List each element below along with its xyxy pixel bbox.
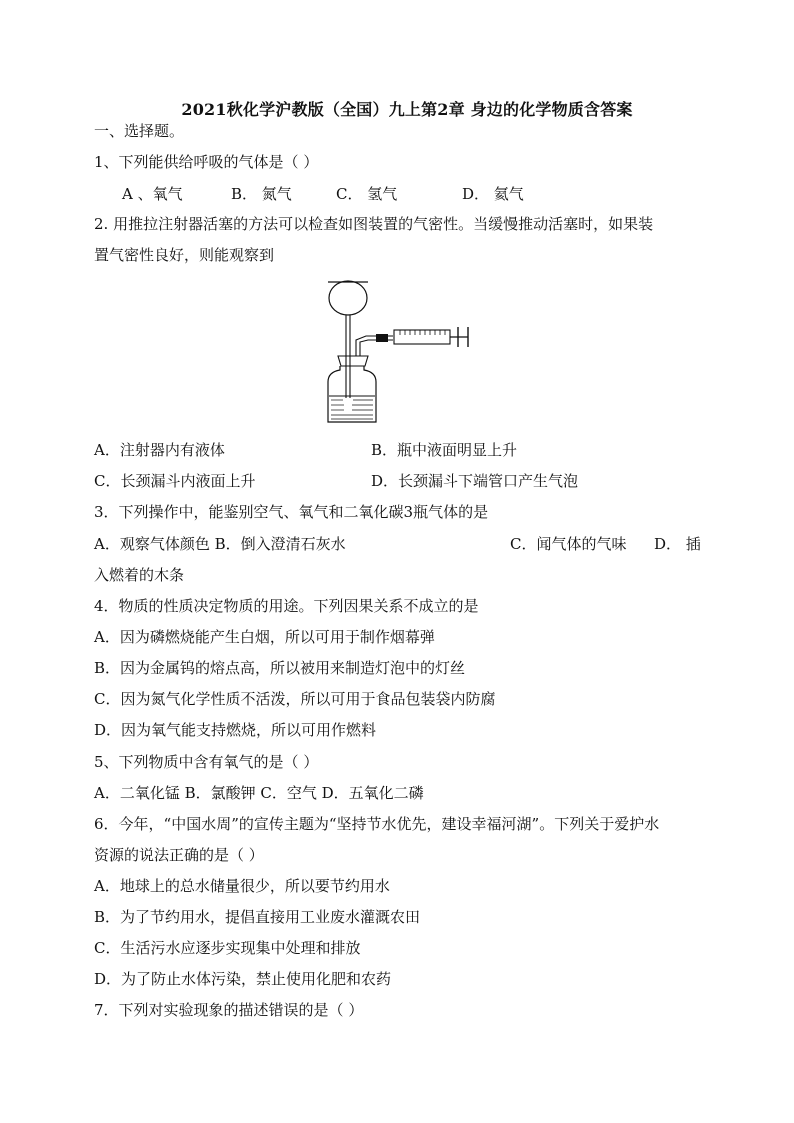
liquid-hatching — [331, 400, 373, 419]
question-2-stem-line-2: 置气密性良好，则能观察到 — [94, 246, 275, 264]
syringe-barrel — [394, 330, 450, 344]
question-3-option-d: D． 插 — [654, 535, 701, 553]
question-7-stem: 7．下列对实验现象的描述错误的是（ ） — [94, 1001, 364, 1019]
question-2-stem-line-1: 2. 用推拉注射器活塞的方法可以检查如图装置的气密性。当缓慢推动活塞时，如果装 — [94, 215, 654, 233]
question-4-option-c: C．因为氮气化学性质不活泼，所以可用于食品包装袋内防腐 — [94, 690, 496, 708]
funnel-bulb — [329, 281, 367, 315]
question-4-option-a: A．因为磷燃烧能产生白烟，所以可用于制作烟幕弹 — [94, 628, 435, 646]
question-6-option-c: C．生活污水应逐步实现集中处理和排放 — [94, 939, 361, 957]
question-1-option-b: B． 氮气 — [231, 185, 292, 203]
question-3-options-ab: A．观察气体颜色 B．倒入澄清石灰水 — [94, 535, 346, 553]
question-6-option-a: A．地球上的总水储量很少，所以要节约用水 — [94, 877, 390, 895]
question-2-option-d: D．长颈漏斗下端管口产生气泡 — [371, 472, 579, 490]
question-6-option-b: B．为了节约用水，提倡直接用工业废水灌溉农田 — [94, 908, 421, 926]
question-5-stem: 5、下列物质中含有氧气的是（ ） — [94, 753, 319, 771]
question-2-option-a: A．注射器内有液体 — [94, 441, 225, 459]
document-title: 2021秋化学沪教版（全国）九上第2章 身边的化学物质含答案 — [181, 100, 633, 119]
question-3-option-c: C．闻气体的气味 — [510, 535, 627, 553]
question-6-stem-line-2: 资源的说法正确的是（ ） — [94, 846, 264, 864]
apparatus-figure — [318, 278, 478, 426]
question-3-stem: 3．下列操作中，能鉴别空气、氧气和二氧化碳3瓶气体的是 — [94, 503, 489, 521]
question-5-options: A．二氧化锰 B．氯酸钾 C．空气 D．五氧化二磷 — [94, 784, 424, 802]
question-3-option-d-continued: 入燃着的木条 — [94, 566, 185, 584]
question-1-option-c: C． 氢气 — [336, 185, 398, 203]
question-1-option-d: D． 氦气 — [462, 185, 524, 203]
question-4-stem: 4．物质的性质决定物质的用途。下列因果关系不成立的是 — [94, 597, 479, 615]
question-1-stem: 1、下列能供给呼吸的气体是（ ） — [94, 153, 319, 171]
question-4-option-d: D．因为氧气能支持燃烧，所以可用作燃料 — [94, 721, 377, 739]
question-6-option-d: D．为了防止水体污染，禁止使用化肥和农药 — [94, 970, 392, 988]
question-2-option-b: B．瓶中液面明显上升 — [371, 441, 518, 459]
question-6-stem-line-1: 6．今年，“中国水周”的宣传主题为“坚持节水优先，建设幸福河湖”。下列关于爱护水 — [94, 815, 660, 833]
section-heading: 一、选择题。 — [94, 122, 185, 140]
question-4-option-b: B．因为金属钨的熔点高，所以被用来制造灯泡中的灯丝 — [94, 659, 466, 677]
question-2-option-c: C．长颈漏斗内液面上升 — [94, 472, 256, 490]
bottle — [328, 366, 376, 422]
rubber-stopper — [338, 356, 368, 366]
question-1-option-a: A 、氧气 — [122, 185, 183, 203]
